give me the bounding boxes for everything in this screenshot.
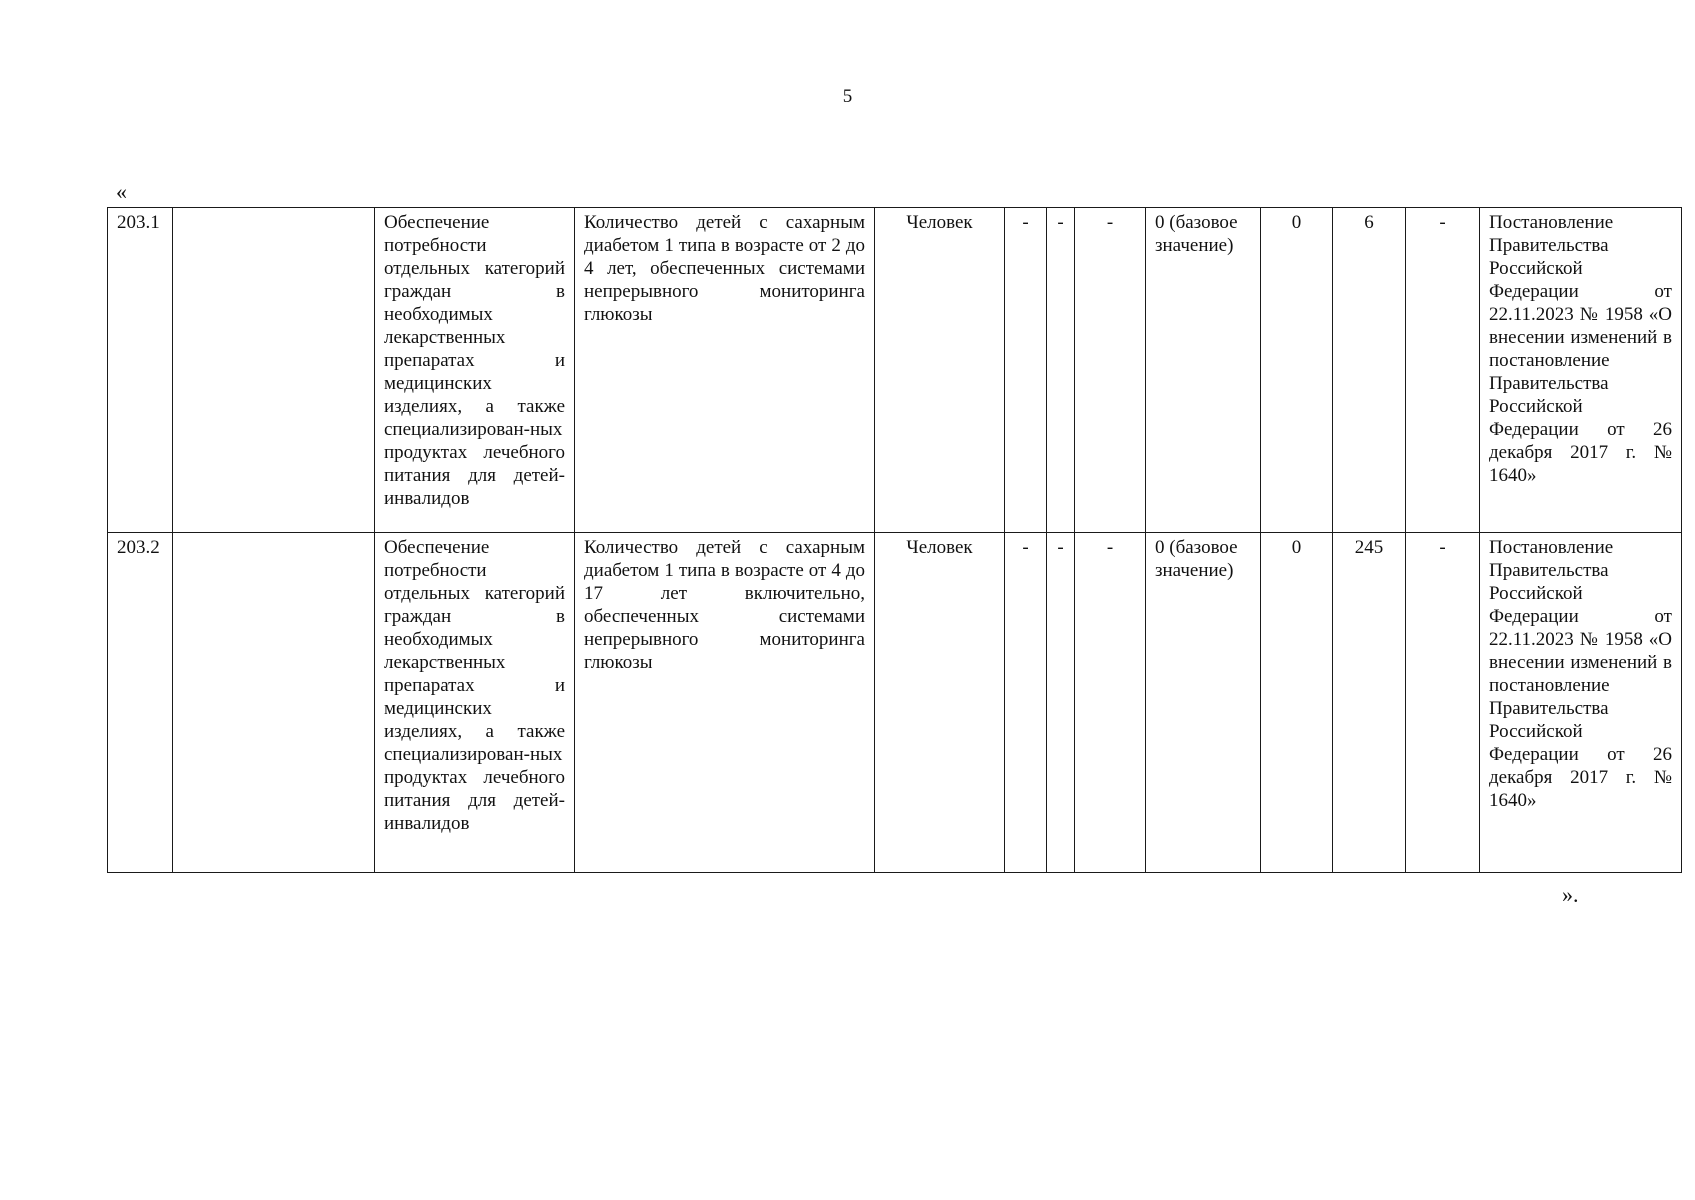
indicators-table <box>107 207 1682 873</box>
opening-quote: « <box>116 179 127 204</box>
legal-reference: Постановление Правительства Российской Федерации от 22.11.2023 № 1958 «О внесении изменений в постановление Правительства Российской Федерации от 26 декабря 2017 г. № 1640» <box>1480 208 1682 533</box>
row-number: 203.1 <box>108 208 173 533</box>
row-number: 203.2 <box>108 533 173 873</box>
empty-cell <box>173 533 375 873</box>
base-value: 0 (базовое значение) <box>1146 533 1261 873</box>
dash-cell: - <box>1047 208 1075 533</box>
value-cell: 6 <box>1333 208 1406 533</box>
unit-cell: Человек <box>875 208 1005 533</box>
closing-quote: ». <box>1562 882 1579 907</box>
table-row <box>108 208 1682 533</box>
dash-cell: - <box>1005 208 1047 533</box>
value-cell: 245 <box>1333 533 1406 873</box>
value-cell: - <box>1406 208 1480 533</box>
measure-description: Обеспечение потребности отдельных категорий граждан в необходимых лекарственных препаратах и медицинских изделиях, а также специализирован-ных продуктах лечебного питания для детей-инвалидов <box>375 208 575 533</box>
value-cell: 0 <box>1261 533 1333 873</box>
measure-description: Обеспечение потребности отдельных категорий граждан в необходимых лекарственных препаратах и медицинских изделиях, а также специализирован-ных продуктах лечебного питания для детей-инвалидов <box>375 533 575 873</box>
dash-cell: - <box>1005 533 1047 873</box>
indicator-name: Количество детей с сахарным диабетом 1 типа в возрасте от 4 до 17 лет включительно, обеспеченных системами непрерывного мониторинга глюкозы <box>575 533 875 873</box>
base-value: 0 (базовое значение) <box>1146 208 1261 533</box>
value-cell: 0 <box>1261 208 1333 533</box>
dash-cell: - <box>1047 533 1075 873</box>
page-number: 5 <box>842 86 853 107</box>
dash-cell: - <box>1075 208 1146 533</box>
legal-reference: Постановление Правительства Российской Федерации от 22.11.2023 № 1958 «О внесении изменений в постановление Правительства Российской Федерации от 26 декабря 2017 г. № 1640» <box>1480 533 1682 873</box>
dash-cell: - <box>1075 533 1146 873</box>
value-cell: - <box>1406 533 1480 873</box>
unit-cell: Человек <box>875 533 1005 873</box>
table-row <box>108 533 1682 873</box>
indicator-name: Количество детей с сахарным диабетом 1 типа в возрасте от 2 до 4 лет, обеспеченных системами непрерывного мониторинга глюкозы <box>575 208 875 533</box>
empty-cell <box>173 208 375 533</box>
